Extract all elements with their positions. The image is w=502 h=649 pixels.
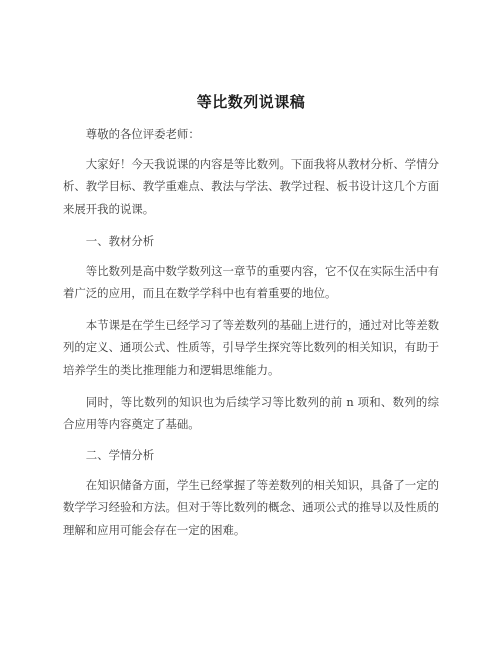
textbook-analysis-paragraph-2: 本节课是在学生已经学习了等差数列的基础上进行的，通过对比等差数列的定义、通项公式、性质等，引导学生探究等比数列的相关知识，有助于培养学生的类比推理能力和逻辑思维能力。 <box>63 318 439 377</box>
textbook-analysis-paragraph-1: 等比数列是高中数学数列这一章节的重要内容，它不仅在实际生活中有着广泛的应用，而且在数学学科中也有着重要的地位。 <box>63 264 439 301</box>
section-heading-textbook-analysis: 一、教材分析 <box>85 234 155 248</box>
intro-paragraph: 大家好！今天我说课的内容是等比数列。下面我将从教材分析、学情分析、教学目标、教学重难点、教法与学法、教学过程、板书设计这几个方面来展开我的说课。 <box>63 157 439 216</box>
greeting: 尊敬的各位评委老师： <box>85 127 200 141</box>
document-title: 等比数列说课稿 <box>196 93 306 111</box>
student-analysis-paragraph-1: 在知识储备方面，学生已经掌握了等差数列的相关知识，具备了一定的数学学习经验和方法。但对于等比数列的概念、通项公式的推导以及性质的理解和应用可能会存在一定的困难。 <box>63 478 439 537</box>
textbook-analysis-paragraph-3: 同时，等比数列的知识也为后续学习等比数列的前 n 项和、数列的综合应用等内容奠定了基础。 <box>63 395 439 432</box>
section-heading-student-analysis: 二、学情分析 <box>85 448 155 462</box>
